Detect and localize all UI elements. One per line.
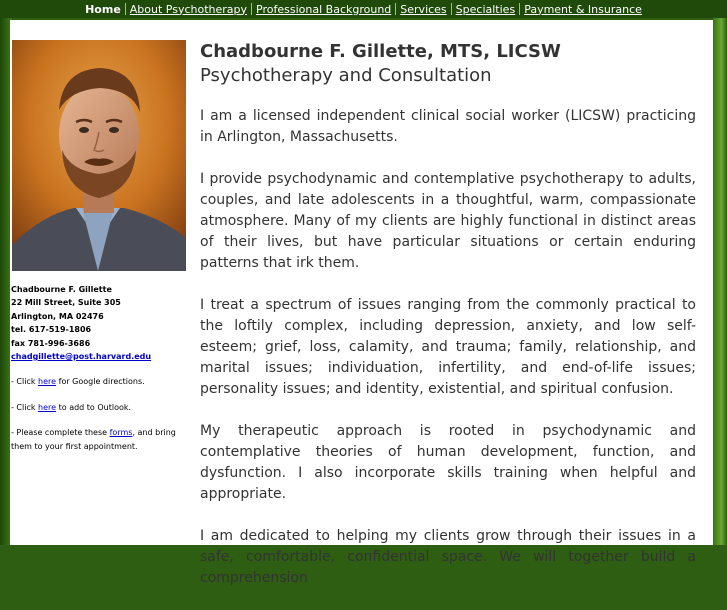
directions-note: - Click here for Google directions.	[11, 377, 145, 387]
nav-separator	[519, 3, 520, 15]
contact-address-line1: 22 Mill Street, Suite 305	[11, 298, 121, 308]
nav-home[interactable]: Home	[85, 2, 121, 16]
nav-separator	[451, 3, 452, 15]
portrait-photo	[12, 40, 186, 271]
contact-email-link[interactable]: chadgillette@post.harvard.edu	[11, 352, 152, 362]
contact-name: Chadbourne F. Gillette	[11, 285, 112, 294]
contact-fax: fax 781-996-3686	[11, 338, 91, 348]
approach-paragraph: I provide psychodynamic and contemplative psychotherapy to adults, couples, and late adolescents in a thoughtful, warm, compassionate atmosphere. Many of my clients are highly functional in distinct areas of their lives, but have particular situations or certain enduring patterns that irk them.	[200, 171, 696, 271]
dedication-paragraph: I am dedicated to helping my clients grow through their issues in a safe, comfortable, confidential space. We will together build a comprehension	[200, 528, 696, 586]
forms-link[interactable]: forms	[109, 428, 133, 438]
nav-about-psychotherapy[interactable]: About Psychotherapy	[129, 2, 248, 16]
issues-paragraph: I treat a spectrum of issues ranging from the commonly practical to the loftily complex, including depression, anxiety, and low self-esteem; grief, loss, calamity, and trauma; family, relationship, and marital issues; individuation, infertility, and end-of-life issues; personality issues; and identity, existential, and spiritual confusion.	[200, 297, 696, 397]
contact-address-line2: Arlington, MA 02476	[11, 311, 104, 321]
nav-specialties[interactable]: Specialties	[455, 2, 516, 16]
outlook-link[interactable]: here	[38, 402, 57, 412]
nav-professional-background[interactable]: Professional Background	[256, 2, 392, 16]
right-frame	[713, 0, 727, 545]
nav-separator	[251, 3, 252, 15]
contact-sidebar	[11, 283, 191, 453]
intro-paragraph: I am a licensed independent clinical social worker (LICSW) practicing in Arlington, Massachusetts.	[200, 108, 696, 145]
page-title: Chadbourne F. Gillette, MTS, LICSW	[200, 41, 561, 62]
main-content	[200, 41, 696, 610]
top-navigation	[0, 0, 727, 18]
nav-separator	[395, 3, 396, 15]
nav-payment-insurance[interactable]: Payment & Insurance	[524, 2, 642, 16]
nav-services[interactable]: Services	[400, 2, 447, 16]
forms-note: - Please complete these forms, and bring them to your first appointment.	[11, 428, 176, 451]
page-subtitle: Psychotherapy and Consultation	[200, 65, 492, 86]
theory-paragraph: My therapeutic approach is rooted in psychodynamic and contemplative theories of human development, function, and dysfunction. I also incorporate skills training when helpful and appropriate.	[200, 423, 696, 502]
directions-link[interactable]: here	[38, 377, 57, 387]
outlook-note: - Click here to add to Outlook.	[11, 402, 132, 412]
content-page	[10, 20, 713, 586]
nav-separator	[125, 3, 126, 15]
contact-phone: tel. 617-519-1806	[11, 325, 92, 335]
